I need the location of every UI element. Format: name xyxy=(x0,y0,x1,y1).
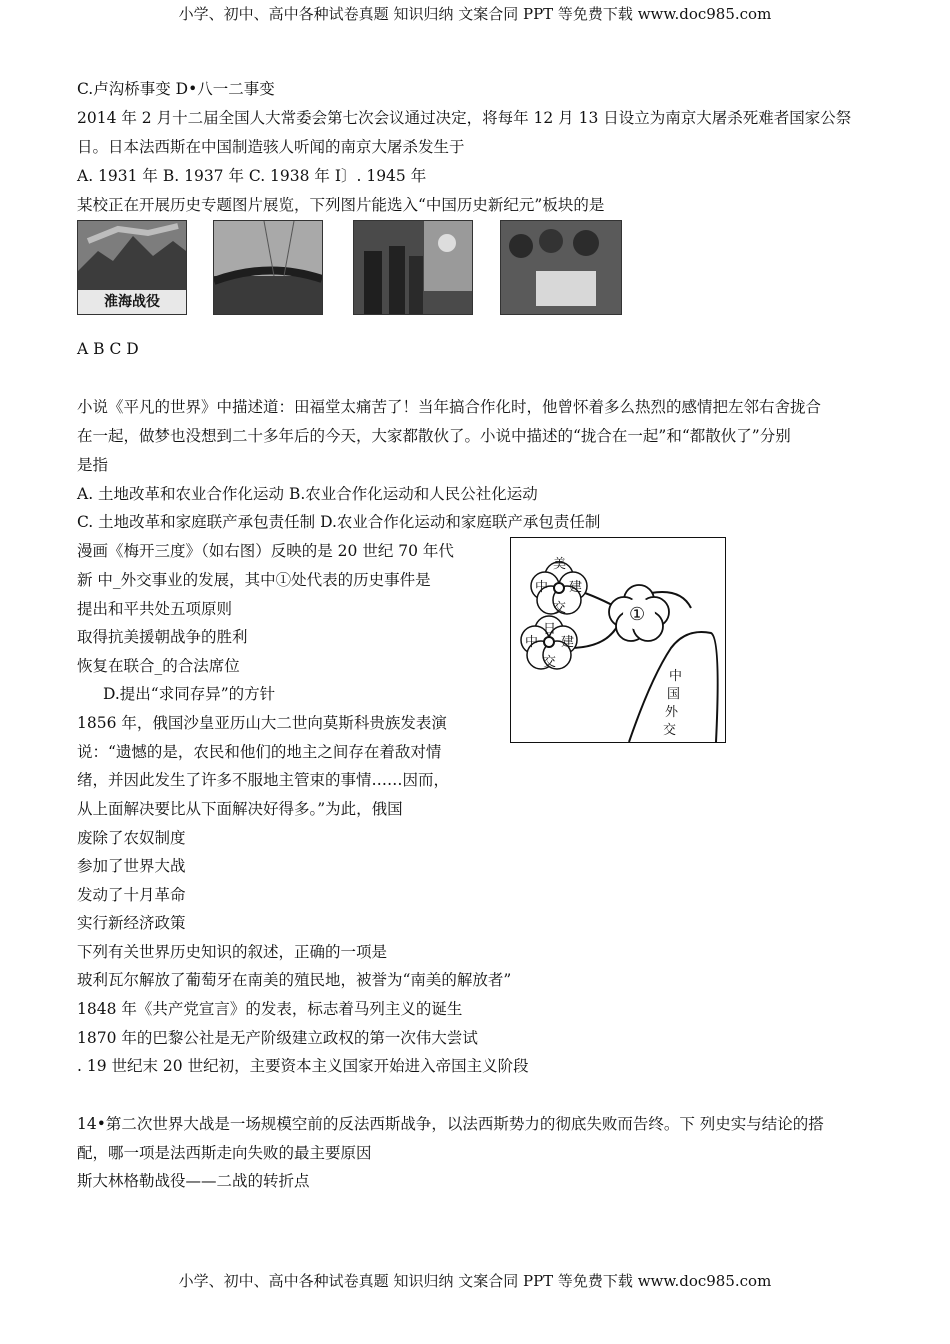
flower1-left: 中 xyxy=(535,580,549,595)
text-line: 实行新经济政策 xyxy=(77,914,186,932)
text-line: 2014 年 2 月十二届全国人大常委会第七次会议通过决定，将每年 12 月 13 日设立为南京大屠杀死难者国家公祭 xyxy=(77,109,852,127)
photo-caption: 淮海战役 xyxy=(78,290,186,314)
photo-troops xyxy=(213,220,323,315)
page-header: 小学、初中、高中各种试卷真题 知识归纳 文案合同 PPT 等免费下载 www.doc985.com xyxy=(178,5,772,23)
text-line: 在一起，做梦也没想到二十多年后的今天，大家都散伙了。小说中描述的“拢合在一起”和“都散伙了”分别 xyxy=(77,427,791,445)
text-line: 恢复在联合_的合法席位 xyxy=(77,657,240,675)
text-line: C.卢沟桥事变 D•八一二事变 xyxy=(77,80,275,98)
flower2-top: 日 xyxy=(543,622,557,637)
text-line: 配，哪一项是法西斯走向失败的最主要原因 xyxy=(77,1144,372,1162)
text-line: 漫画《梅开三度》（如右图）反映的是 20 世纪 70 年代 xyxy=(77,542,454,560)
text-line: 是指 xyxy=(77,456,109,474)
text-line: 1848 年《共产党宣言》的发表，标志着马列主义的诞生 xyxy=(77,1000,463,1018)
text-line: 小说《平凡的世界》中描述道：田福堂太痛苦了！当年搞合作化时，他曾怀着多么热烈的感情把左邻右舍拢合 xyxy=(77,398,822,416)
text-line: 参加了世界大战 xyxy=(77,857,186,875)
photo-founding-ceremony xyxy=(353,220,473,315)
flower1-right: 建 xyxy=(569,580,583,595)
text-line: 日。日本法西斯在中国制造骇人听闻的南京大屠杀发生于 xyxy=(77,138,465,156)
river-char-1: 中 xyxy=(669,669,683,684)
text-line: 绪，并因此发生了许多不服地主管束的事情……因而， xyxy=(77,771,450,789)
river-char-3: 外 xyxy=(665,705,679,720)
text-line: 取得抗美援朝战争的胜利 xyxy=(77,628,248,646)
text-line: 14•第二次世界大战是一场规模空前的反法西斯战争，以法西斯势力的彻底失败而告终。下 列史实与结论的搭 xyxy=(77,1115,824,1133)
text-line: 1856 年，俄国沙皇亚历山大二世向莫斯科贵族发表演 xyxy=(77,714,447,732)
text-line: . 19 世纪末 20 世纪初，主要资本主义国家开始进入帝国主义阶段 xyxy=(77,1057,529,1075)
center-mark: ① xyxy=(629,604,646,625)
text-line: 下列有关世界历史知识的叙述，正确的一项是 xyxy=(77,943,388,961)
flower2-right: 建 xyxy=(561,635,575,650)
river-char-2: 国 xyxy=(667,687,681,702)
text-line: 发动了十月革命 xyxy=(77,886,186,904)
flower2-left: 中 xyxy=(525,635,539,650)
text-line: 废除了农奴制度 xyxy=(77,829,186,847)
text-line: 说：“遗憾的是，农民和他们的地主之间存在着敌对情 xyxy=(77,743,442,761)
cartoon-plum-blossoms xyxy=(510,537,726,743)
text-line: A. 1931 年 B. 1937 年 C. 1938 年 I〕. 1945 年 xyxy=(77,167,427,185)
page-footer: 小学、初中、高中各种试卷真题 知识归纳 文案合同 PPT 等免费下载 www.doc985.com xyxy=(178,1272,772,1290)
text-line: D.提出“求同存异”的方针 xyxy=(103,685,276,703)
text-line: 某校正在开展历史专题图片展览，下列图片能选入“中国历史新纪元”板块的是 xyxy=(77,196,605,214)
photo-huaihai xyxy=(77,220,187,315)
text-line: 1870 年的巴黎公社是无产阶级建立政权的第一次伟大尝试 xyxy=(77,1029,478,1047)
flower1-top: 美 xyxy=(553,557,567,572)
text-line: 新 中_外交事业的发展，其中①处代表的历史事件是 xyxy=(77,571,431,589)
flower1-bottom: 交 xyxy=(553,601,567,616)
text-line: 从上面解决要比从下面解决好得多。”为此，俄国 xyxy=(77,800,403,818)
text-line: A. 土地改革和农业合作化运动 B.农业合作化运动和人民公社化运动 xyxy=(77,485,538,503)
text-line: 斯大林格勒战役——二战的转折点 xyxy=(77,1172,310,1190)
text-line: 玻利瓦尔解放了葡萄牙在南美的殖民地，被誉为“南美的解放者” xyxy=(77,971,512,989)
flower2-bottom: 交 xyxy=(543,655,557,670)
river-char-4: 交 xyxy=(663,723,677,738)
text-line: A B C D xyxy=(77,340,139,358)
text-line: 提出和平共处五项原则 xyxy=(77,600,233,618)
photo-crowd-reading xyxy=(500,220,622,315)
text-line: C. 土地改革和家庭联产承包责任制 D.农业合作化运动和家庭联产承包责任制 xyxy=(77,513,601,531)
